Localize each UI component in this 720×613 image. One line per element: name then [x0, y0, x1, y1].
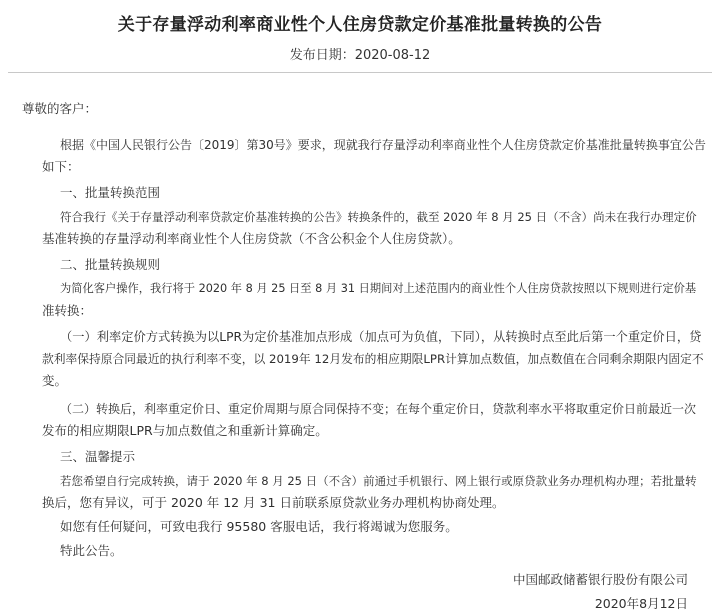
publish-date-label: 发布日期： [289, 48, 355, 63]
section-heading: 一、批量转换范围 [60, 185, 161, 200]
rule-text: 发布的相应期限LPR与加点数值之和重新计算确定。 [42, 423, 328, 438]
rule-text: （二）转换后，利率重定价日、重定价周期与原合同保持不变；在每个重定价日，贷款利率水平将取重定价日前最近一次 [60, 402, 697, 416]
contact-text: 如您有任何疑问，可致电我行 95580 客服电话，我行将竭诚为您服务。 [60, 519, 458, 534]
title: 关于存量浮动利率商业性个人住房贷款定价基准批量转换的公告 [117, 15, 603, 35]
section-text: 符合我行《关于存量浮动利率贷款定价基准转换的公告》转换条件的，截至 2020 年 8 月 25 日（不含）尚未在我行办理定价 [60, 210, 697, 224]
sign-date: 2020年8月12日 [594, 596, 688, 611]
closing-text: 特此公告。 [60, 543, 123, 558]
section-text: 为简化客户操作，我行将于 2020 年 8 月 25 日至 8 月 31 日期间对上述范围内的商业性个人住房贷款按照以下规则进行定价基 [60, 282, 697, 295]
section-text: 准转换： [42, 303, 93, 318]
salutation: 尊敬的客户： [22, 101, 98, 116]
rule-text: 变。 [42, 373, 68, 388]
publish-date: 2020-08-12 [354, 48, 431, 63]
section-heading: 三、温馨提示 [60, 449, 136, 464]
section-text: 换后，您有异议，可于 2020 年 12 月 31 日前联系原贷款业务办理机构协商处理。 [42, 495, 505, 510]
rule-text: 款利率保持原合同最近的执行利率不变，以 2019年 12月发布的相应期限LPR计算加点数值，加点数值在合同剩余期限内固定不 [42, 352, 704, 366]
section-text: 若您希望自行完成转换，请于 2020 年 8 月 25 日（不含）前通过手机银行、网上银行或原贷款业务办理机构办理；若批量转 [60, 474, 697, 488]
signer: 中国邮政储蓄银行股份有限公司 [512, 572, 688, 587]
intro-line: 如下： [42, 159, 80, 174]
section-heading: 二、批量转换规则 [60, 257, 161, 272]
section-text: 基准转换的存量浮动利率商业性个人住房贷款（不含公积金个人住房贷款）。 [42, 231, 461, 246]
rule-text: （一）利率定价方式转换为以LPR为定价基准加点形成（加点可为负值，下同），从转换时点至此后第一个重定价日，贷 [60, 330, 702, 344]
intro-line: 根据《中国人民银行公告〔2019〕第30号》要求，现就我行存量浮动利率商业性个人住房贷款定价基准批量转换事宜公告 [60, 138, 706, 152]
